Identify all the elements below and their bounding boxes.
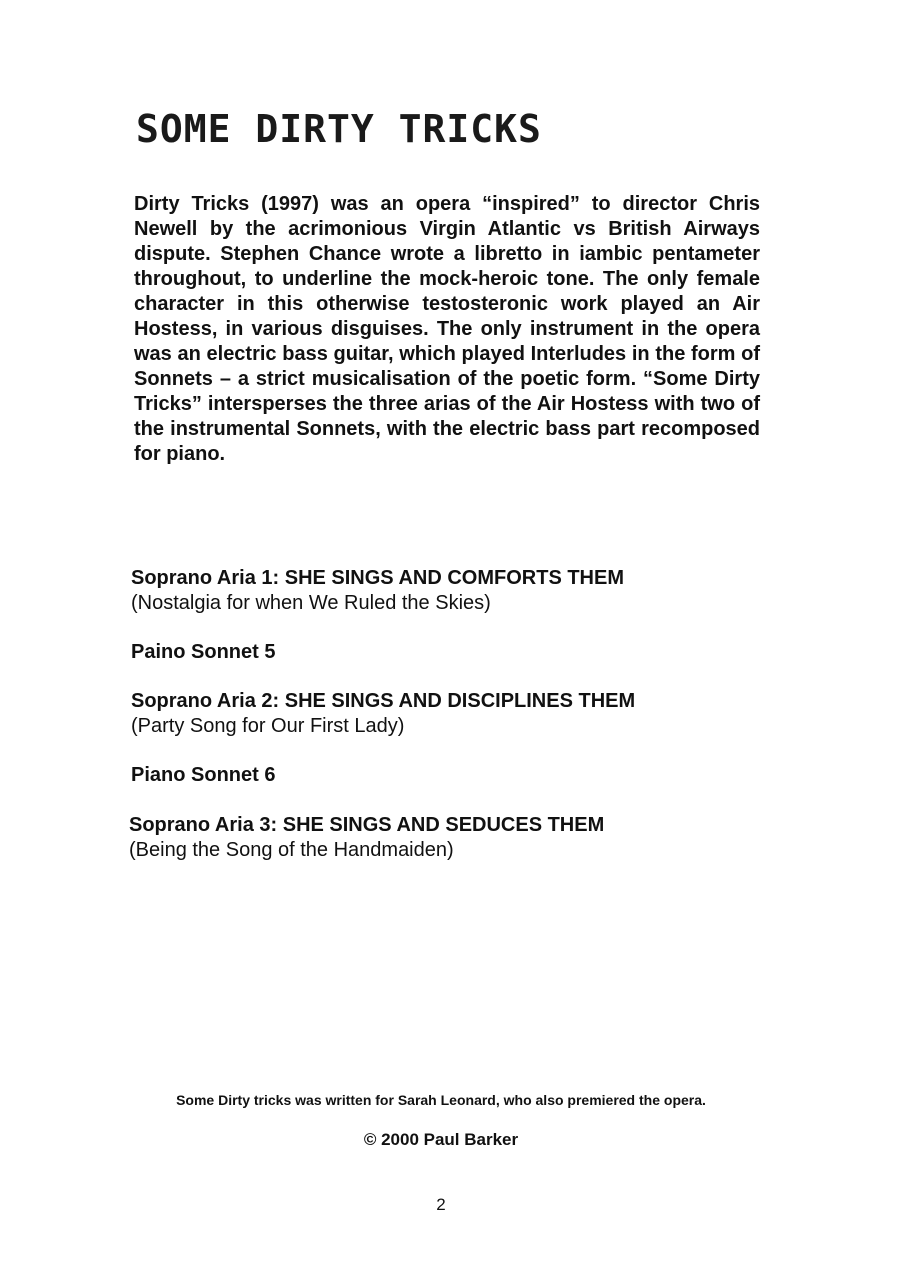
piece-sonnet-6 bbox=[131, 763, 811, 788]
piece-heading: Soprano Aria 1: SHE SINGS AND COMFORTS THEM bbox=[131, 567, 624, 589]
page-title: SOME DIRTY TRICKS bbox=[136, 107, 542, 151]
piece-heading: Soprano Aria 2: SHE SINGS AND DISCIPLINES THEM bbox=[131, 690, 636, 712]
piece-subtitle: (Being the Song of the Handmaiden) bbox=[129, 839, 454, 861]
piece-subtitle: (Party Song for Our First Lady) bbox=[131, 715, 405, 737]
piece-aria-3 bbox=[129, 813, 809, 863]
piece-aria-1 bbox=[131, 566, 811, 616]
piece-heading: Paino Sonnet 5 bbox=[131, 641, 276, 663]
piece-sonnet-5 bbox=[131, 640, 811, 665]
dedication-note: Some Dirty tricks was written for Sarah Leonard, who also premiered the opera. bbox=[176, 1092, 706, 1108]
page-number: 2 bbox=[436, 1195, 446, 1214]
piece-aria-2 bbox=[131, 689, 811, 739]
piece-heading: Piano Sonnet 6 bbox=[131, 764, 276, 786]
intro-paragraph: Dirty Tricks (1997) was an opera “inspired” to director Chris Newell by the acrimonious Virgin Atlantic vs British Airways dispute. Stephen Chance wrote a libretto in iambic pentameter throughout, to underline the mock-heroic tone. The only female character in this otherwise testosteronic work played an Air Hostess, in various disguises. The only instrument in the opera was an electric bass guitar, which played Interludes in the form of Sonnets – a strict musicalisation of the poetic form. “Some Dirty Tricks” intersperses the three arias of the Air Hostess with two of the instrumental Sonnets, with the electric bass part recomposed for piano. bbox=[134, 193, 760, 465]
copyright-notice: © 2000 Paul Barker bbox=[363, 1130, 519, 1149]
piece-heading: Soprano Aria 3: SHE SINGS AND SEDUCES THEM bbox=[129, 814, 605, 836]
piece-subtitle: (Nostalgia for when We Ruled the Skies) bbox=[131, 592, 491, 614]
